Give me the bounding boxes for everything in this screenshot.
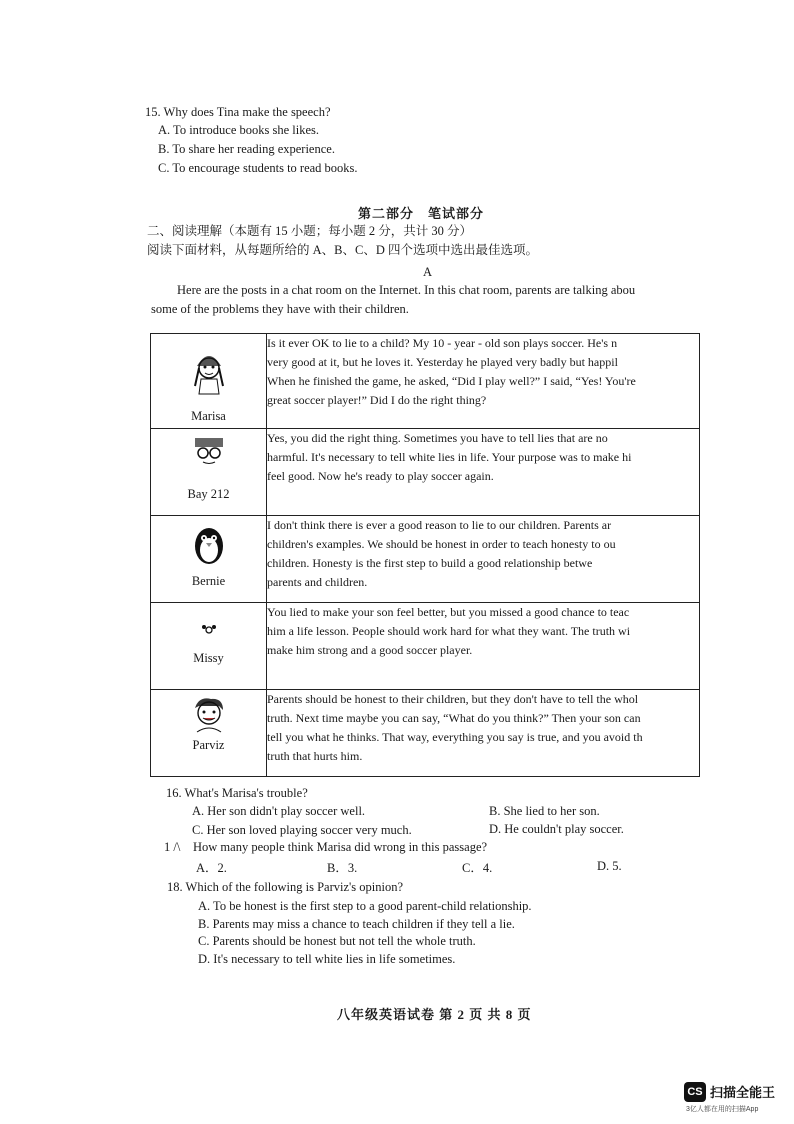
post-line: feel good. Now he's ready to play soccer again. bbox=[267, 469, 494, 483]
post-line: truth that hurts him. bbox=[267, 749, 363, 763]
q15-question: 15. Why does Tina make the speech? bbox=[145, 105, 331, 119]
post-line: children's examples. We should be honest in order to teach honesty to ou bbox=[267, 537, 616, 551]
post-line: parents and children. bbox=[267, 575, 368, 589]
q16-option-a: A. Her son didn't play soccer well. bbox=[192, 804, 366, 818]
post-line: make him strong and a good soccer player. bbox=[267, 643, 473, 657]
q18-option-d: D. It's necessary to tell white lies in life sometimes. bbox=[198, 952, 456, 966]
penguin-avatar-icon bbox=[191, 524, 227, 566]
instructions: 阅读下面材料，从每题所给的 A、B、C、D 四个选项中选出最佳选项。 bbox=[147, 243, 538, 257]
posts-table bbox=[150, 333, 700, 777]
q18-question: 18. Which of the following is Parviz's opinion? bbox=[167, 880, 404, 894]
q17-option-a: A．2. bbox=[196, 861, 227, 875]
post-user-name: Missy bbox=[193, 651, 224, 665]
scanner-tagline: 3亿人都在用的扫描App bbox=[686, 1106, 759, 1113]
post-row bbox=[151, 429, 700, 516]
page-footer: 八年级英语试卷 第 2 页 共 8 页 bbox=[337, 1007, 532, 1022]
camscanner-logo-icon: CS bbox=[684, 1082, 706, 1102]
q18-option-a: A. To be honest is the first step to a good parent-child relationship. bbox=[198, 899, 532, 913]
post-user-cell bbox=[151, 334, 267, 429]
post-user-cell bbox=[151, 429, 267, 516]
post-line: very good at it, but he loves it. Yesterday he played very badly but happil bbox=[267, 355, 618, 369]
q15-option-a: A. To introduce books she likes. bbox=[158, 123, 320, 137]
post-row bbox=[151, 690, 700, 777]
passage-label: A bbox=[423, 265, 433, 279]
post-line: Yes, you did the right thing. Sometimes you have to tell lies that are no bbox=[267, 431, 608, 445]
glasses-man-avatar-icon bbox=[189, 435, 229, 469]
post-user-cell bbox=[151, 690, 267, 777]
post-message bbox=[267, 690, 700, 777]
q17-option-c: C．4. bbox=[462, 861, 493, 875]
q17-option-d: D. 5. bbox=[597, 859, 622, 873]
post-row bbox=[151, 516, 700, 603]
post-message bbox=[267, 603, 700, 690]
post-line: Is it ever OK to lie to a child? My 10 - year - old son plays soccer. He's n bbox=[267, 336, 618, 350]
post-line: harmful. It's necessary to tell white lies in life. Your purpose was to make hi bbox=[267, 450, 632, 464]
post-line: Parents should be honest to their children, but they don't have to tell the whol bbox=[267, 692, 639, 706]
q18-option-b: B. Parents may miss a chance to teach children if they tell a lie. bbox=[198, 917, 515, 931]
q16-option-d: D. He couldn't play soccer. bbox=[489, 822, 624, 836]
post-line: truth. Next time maybe you can say, “What do you think?” Then your son can bbox=[267, 711, 641, 725]
post-line: When he finished the game, he asked, “Did I play well?” I said, “Yes! You're bbox=[267, 374, 636, 388]
post-user-cell bbox=[151, 603, 267, 690]
section-title: 二、阅读理解（本题有 15 小题；每小题 2 分，共计 30 分） bbox=[147, 224, 473, 238]
q16-question: 16. What's Marisa's trouble? bbox=[166, 786, 308, 800]
intro-line-1: Here are the posts in a chat room on the Internet. In this chat room, parents are talking abou bbox=[177, 283, 636, 297]
scanner-app-name: 扫描全能王 bbox=[710, 1085, 776, 1100]
post-line: You lied to make your son feel better, but you missed a good chance to teac bbox=[267, 605, 630, 619]
post-line: I don't think there is ever a good reason to lie to our children. Parents ar bbox=[267, 518, 612, 532]
post-message bbox=[267, 334, 700, 429]
q16-option-b: B. She lied to her son. bbox=[489, 804, 600, 818]
post-user-name: Marisa bbox=[191, 409, 226, 423]
post-user-name: Bernie bbox=[191, 574, 226, 588]
post-row bbox=[151, 334, 700, 429]
post-line: tell you what he thinks. That way, everything you say is true, and you avoid th bbox=[267, 730, 643, 744]
post-user-cell bbox=[151, 516, 267, 603]
post-line: children. Honesty is the first step to build a good relationship betwe bbox=[267, 556, 593, 570]
post-row bbox=[151, 603, 700, 690]
post-line: great soccer player!” Did I do the right thing? bbox=[267, 393, 487, 407]
intro-line-2: some of the problems they have with their children. bbox=[151, 302, 409, 316]
post-user-name: Parviz bbox=[192, 738, 225, 752]
q17-question: How many people think Marisa did wrong in this passage? bbox=[193, 840, 488, 854]
q18-option-c: C. Parents should be honest but not tell the whole truth. bbox=[198, 934, 476, 948]
boy-avatar-icon bbox=[189, 696, 229, 734]
post-line: him a life lesson. People should work hard for what they want. The truth wi bbox=[267, 624, 631, 638]
post-user-name: Bay 212 bbox=[187, 487, 230, 501]
q15-option-b: B. To share her reading experience. bbox=[158, 142, 335, 156]
girl-avatar-icon bbox=[189, 346, 229, 396]
q16-option-c: C. Her son loved playing soccer very much. bbox=[192, 823, 412, 837]
q17-number: 1 /\ bbox=[164, 840, 181, 854]
post-message bbox=[267, 516, 700, 603]
part-title: 第二部分 笔试部分 bbox=[358, 206, 485, 221]
small-face-avatar-icon bbox=[200, 623, 218, 635]
q15-option-c: C. To encourage students to read books. bbox=[158, 161, 358, 175]
post-message bbox=[267, 429, 700, 516]
q17-option-b: B．3. bbox=[327, 861, 358, 875]
